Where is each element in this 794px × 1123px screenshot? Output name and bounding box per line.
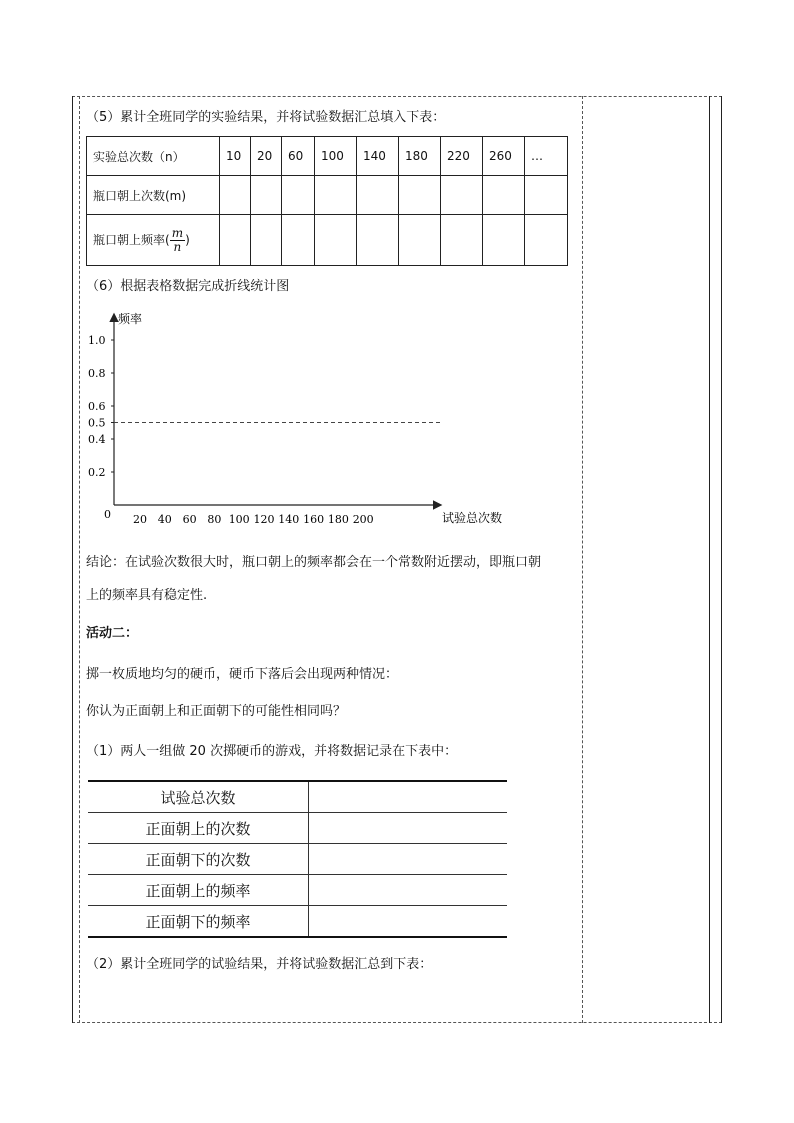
frame-top-line [72, 96, 722, 97]
empty-cell[interactable] [483, 215, 525, 266]
empty-cell[interactable] [309, 844, 508, 875]
empty-cell[interactable] [525, 215, 568, 266]
empty-cell[interactable] [399, 176, 441, 215]
empty-cell[interactable] [251, 215, 282, 266]
activity2-paragraph-1: 掷一枚质地均匀的硬币，硬币下落后会出现两种情况： [86, 667, 399, 682]
row-label [87, 215, 220, 266]
empty-cell[interactable] [525, 176, 568, 215]
empty-cell[interactable] [220, 215, 251, 266]
n-value: 20 [251, 137, 282, 176]
origin-label: 0 [104, 508, 111, 521]
empty-cell[interactable] [282, 176, 315, 215]
table-row [88, 906, 507, 938]
row-label: 试验总次数 [88, 781, 309, 813]
conclusion-line-1: 结论：在试验次数很大时，瓶口朝上的频率都会在一个常数附近摆动，即瓶口朝 [86, 555, 542, 570]
frame-bottom-line [72, 1022, 722, 1023]
empty-cell[interactable] [220, 176, 251, 215]
y-tick-label: 0.2 [88, 466, 106, 479]
n-value: 60 [282, 137, 315, 176]
y-tick-label: 1.0 [88, 334, 106, 347]
row3-label-text: 瓶口朝上频率( [93, 232, 170, 247]
activity2-title: 活动二： [86, 626, 139, 641]
table-row [87, 137, 568, 176]
table-row [88, 813, 507, 844]
empty-cell[interactable] [441, 176, 483, 215]
empty-cell[interactable] [483, 176, 525, 215]
x-tick-label: 20 [133, 513, 147, 526]
fraction-denominator: n [173, 239, 182, 254]
empty-cell[interactable] [357, 176, 399, 215]
x-tick-labels [133, 513, 374, 526]
row-label: 正面朝上的次数 [88, 813, 309, 844]
line-chart [80, 305, 540, 535]
y-tick-labels [88, 334, 114, 479]
empty-cell[interactable] [282, 215, 315, 266]
empty-cell[interactable] [309, 906, 508, 938]
x-tick-label: 100 [228, 513, 250, 526]
x-tick-label: 140 [278, 513, 300, 526]
n-value: 180 [399, 137, 441, 176]
y-tick-label: 0.5 [88, 416, 106, 430]
x-axis-label: 试验总次数 [442, 511, 503, 525]
x-tick-label: 200 [352, 513, 374, 526]
row-label: 正面朝下的频率 [88, 906, 309, 938]
frequency-table [86, 136, 568, 266]
empty-cell[interactable] [357, 215, 399, 266]
empty-cell[interactable] [309, 781, 508, 813]
table-row [88, 875, 507, 906]
table-row [88, 844, 507, 875]
x-tick-label: 40 [157, 513, 172, 526]
frame-left-line [72, 96, 73, 1023]
x-tick-label: 60 [182, 513, 197, 526]
activity2-question-1: （1）两人一组做 20 次掷硬币的游戏，并将数据记录在下表中： [86, 744, 458, 759]
frame-column-divider [582, 96, 583, 1023]
section6-heading: （6）根据表格数据完成折线统计图 [86, 279, 290, 294]
fraction-m-over-n [170, 227, 185, 254]
coin-toss-table [88, 780, 507, 938]
n-value: 260 [483, 137, 525, 176]
y-axis-label: 频率 [118, 312, 143, 326]
x-tick-label: 180 [327, 513, 349, 526]
y-tick-label: 0.6 [88, 400, 106, 413]
empty-cell[interactable] [251, 176, 282, 215]
row-label: 瓶口朝上次数(m) [87, 176, 220, 215]
conclusion-line-2: 上的频率具有稳定性. [86, 588, 208, 603]
empty-cell[interactable] [309, 813, 508, 844]
n-value: 100 [315, 137, 357, 176]
n-value: 220 [441, 137, 483, 176]
frame-right-line [721, 96, 722, 1023]
x-tick-label: 80 [207, 513, 222, 526]
fraction-numerator: m [171, 225, 184, 240]
empty-cell[interactable] [441, 215, 483, 266]
n-value: … [525, 137, 568, 176]
frame-inner-left-line [79, 96, 80, 1023]
table-row [87, 215, 568, 266]
empty-cell[interactable] [399, 215, 441, 266]
activity2-question-2: （2）累计全班同学的试验结果，并将试验数据汇总到下表： [86, 957, 433, 972]
n-value: 140 [357, 137, 399, 176]
empty-cell[interactable] [315, 215, 357, 266]
row-label: 正面朝上的频率 [88, 875, 309, 906]
row-label: 正面朝下的次数 [88, 844, 309, 875]
n-value: 10 [220, 137, 251, 176]
frame-inner-right-line [709, 96, 710, 1023]
section5-heading: （5）累计全班同学的实验结果，并将试验数据汇总填入下表： [86, 110, 446, 125]
table-row [87, 176, 568, 215]
activity2-paragraph-2: 你认为正面朝上和正面朝下的可能性相同吗？ [86, 704, 347, 719]
table-row [88, 781, 507, 813]
y-tick-label: 0.4 [88, 433, 106, 446]
empty-cell[interactable] [309, 875, 508, 906]
table-header-label: 实验总次数（n） [87, 137, 220, 176]
row3-label-close: ) [185, 232, 190, 247]
empty-cell[interactable] [315, 176, 357, 215]
x-tick-label: 160 [303, 513, 325, 526]
x-tick-label: 120 [253, 513, 275, 526]
y-tick-label: 0.8 [88, 367, 106, 380]
